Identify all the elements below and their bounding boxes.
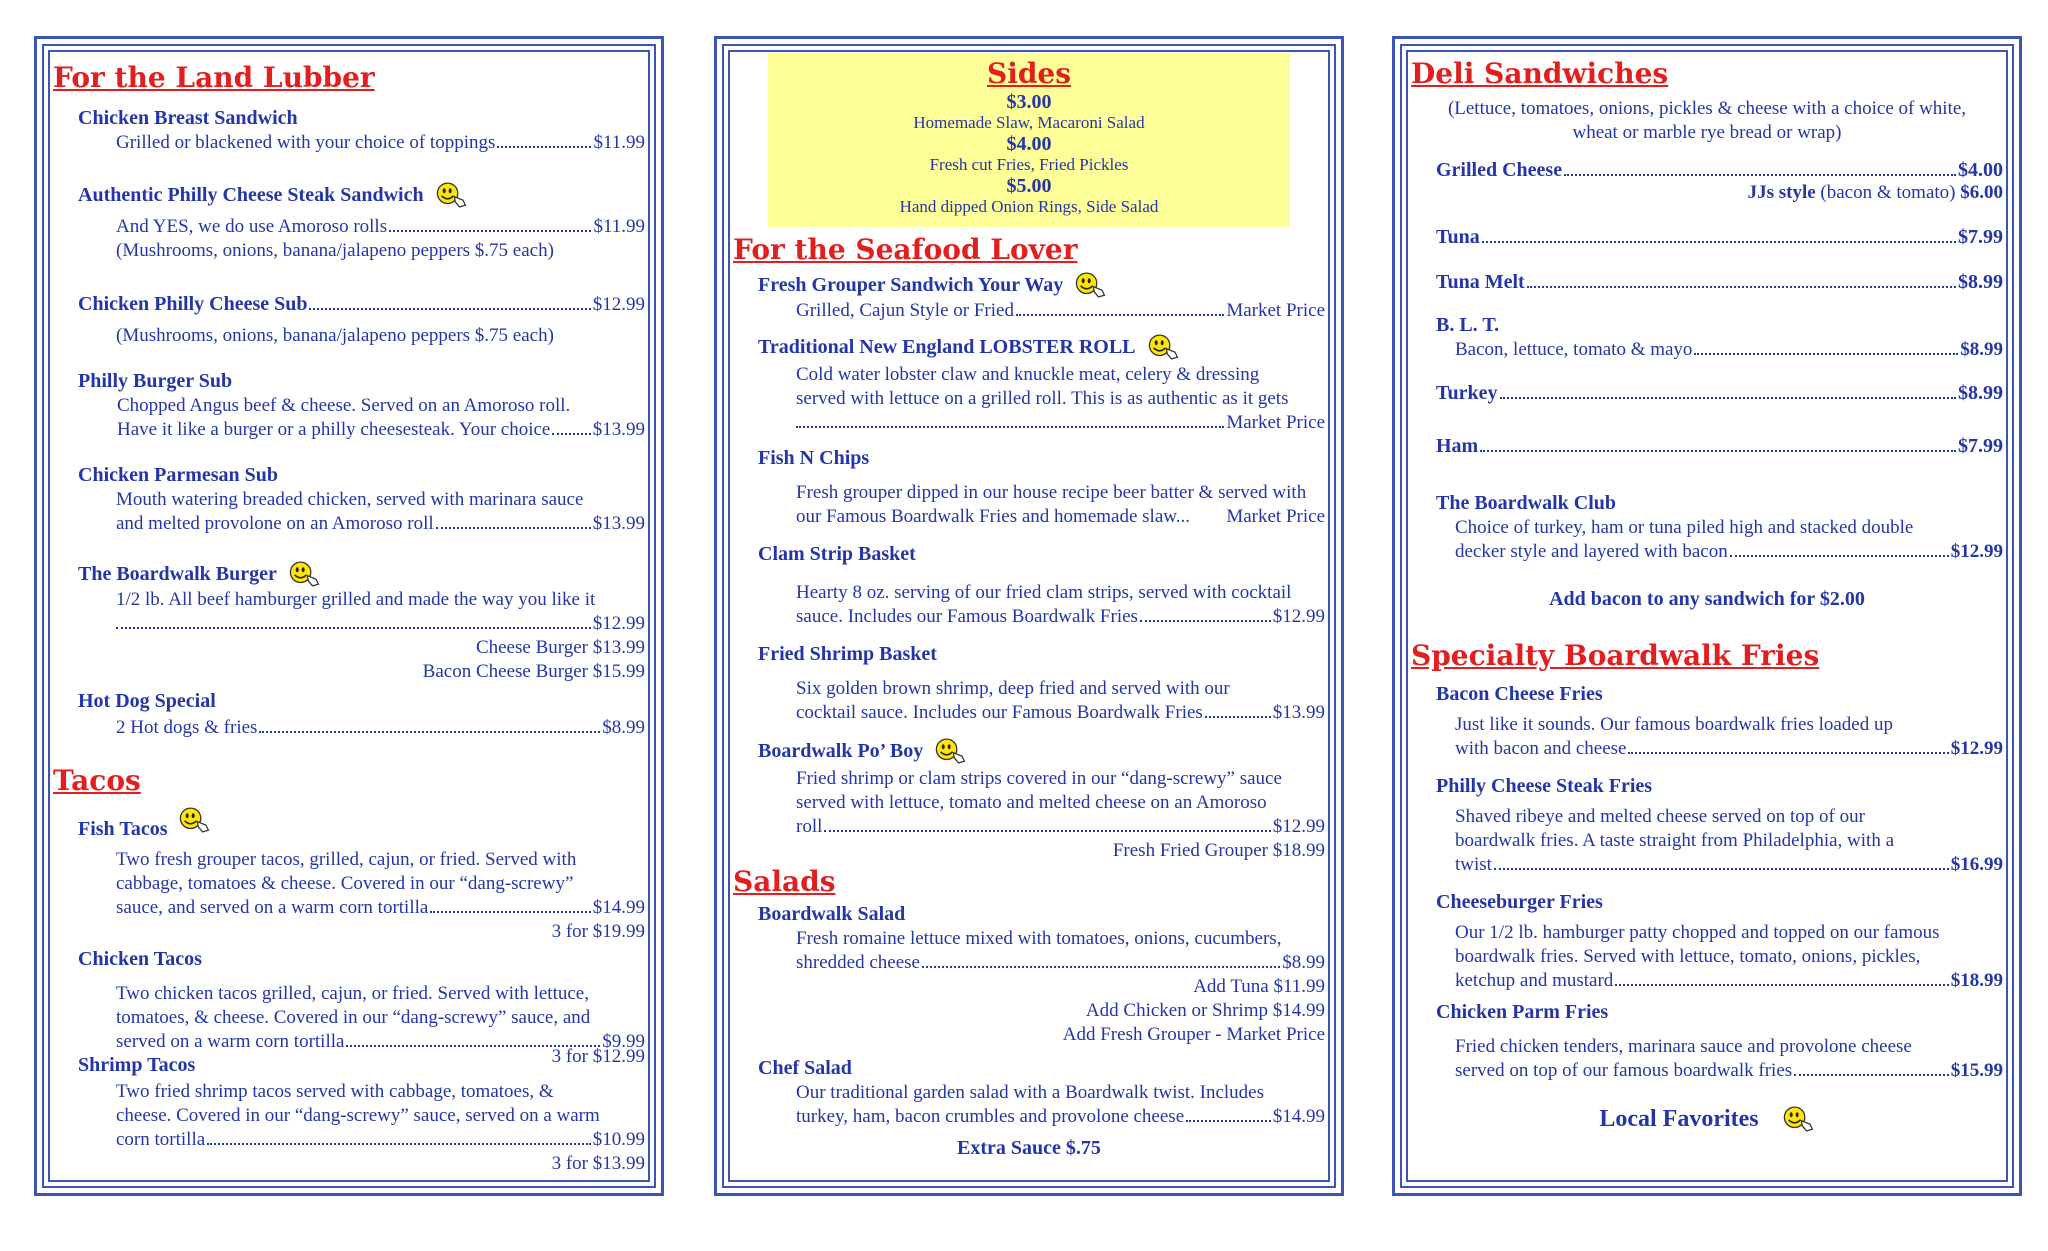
item-price: $14.99 — [1272, 1106, 1325, 1127]
item-price: $8.99 — [1282, 952, 1325, 973]
item-price: $4.00 — [1958, 159, 2003, 181]
extra-sauce-note: Extra Sauce $.75 — [957, 1137, 1101, 1159]
item-option: 3 for $19.99 — [551, 921, 645, 942]
item-desc: turkey, ham, bacon crumbles and provolone cheese — [796, 1106, 1185, 1127]
item-desc: shredded cheese — [796, 952, 920, 973]
item-price: $8.99 — [1958, 382, 2003, 404]
sides-price: $4.00 — [1006, 133, 1052, 155]
item-name: Fish Tacos — [78, 818, 168, 840]
item-name: Bacon Cheese Fries — [1436, 683, 1603, 705]
menu-item — [733, 901, 1325, 1047]
item-desc: Fresh grouper dipped in our house recipe beer batter & served with — [796, 482, 1307, 503]
smiley-icon — [434, 181, 468, 209]
menu-item — [53, 462, 645, 536]
item-name: The Boardwalk Burger — [78, 563, 277, 585]
item-name: Chicken Breast Sandwich — [78, 107, 298, 129]
item-price: $16.99 — [1950, 854, 2003, 875]
menu-item — [733, 1055, 1325, 1129]
sides-desc: Homemade Slaw, Macaroni Salad — [913, 113, 1145, 132]
item-price: $10.99 — [592, 1129, 645, 1150]
item-option: Fresh Fried Grouper $18.99 — [1112, 840, 1325, 861]
item-price: $11.99 — [593, 132, 645, 153]
item-desc: roll — [796, 816, 823, 837]
deli-note: wheat or marble rye bread or wrap) — [1572, 122, 1842, 143]
item-desc: boardwalk fries. Served with lettuce, tomato, onions, pickles, — [1455, 946, 1921, 967]
item-desc: cabbage, tomatoes & cheese. Covered in our “dang-screwy” — [116, 873, 574, 894]
item-desc: Choice of turkey, ham or tuna piled high and stacked double — [1455, 517, 1914, 538]
item-desc: 1/2 lb. All beef hamburger grilled and made the way you like it — [116, 589, 596, 610]
item-option: 3 for $13.99 — [551, 1153, 645, 1174]
item-desc: sauce, and served on a warm corn tortilla — [116, 897, 429, 918]
menu-item — [53, 181, 645, 263]
left-panel-content — [53, 53, 645, 1176]
item-desc: Just like it sounds. Our famous boardwalk fries loaded up — [1455, 714, 1893, 735]
item-price: $13.99 — [1272, 702, 1325, 723]
smiley-icon — [933, 737, 967, 765]
menu-item — [733, 541, 1325, 629]
item-desc: Fresh romaine lettuce mixed with tomatoes, onions, cucumbers, — [796, 928, 1282, 949]
local-favorites-legend — [1411, 1105, 2003, 1133]
item-desc: Cold water lobster claw and knuckle meat, celery & dressing — [796, 364, 1260, 385]
smiley-icon — [1146, 333, 1180, 361]
menu-item — [1411, 382, 2003, 405]
item-name: Authentic Philly Cheese Steak Sandwich — [78, 184, 424, 206]
sides-price: $3.00 — [1006, 91, 1052, 113]
menu-item — [53, 368, 645, 442]
item-desc: Two chicken tacos grilled, cajun, or fried. Served with lettuce, — [116, 983, 589, 1004]
item-desc: our Famous Boardwalk Fries and homemade slaw... — [796, 506, 1190, 527]
item-desc: Our 1/2 lb. hamburger patty chopped and topped on our famous — [1455, 922, 1940, 943]
item-desc: tomatoes, & cheese. Covered in our “dang-screwy” sauce, and — [116, 1007, 591, 1028]
item-desc: served on a warm corn tortilla — [116, 1031, 345, 1052]
sides-desc: Fresh cut Fries, Fried Pickles — [929, 155, 1129, 174]
menu-item — [1411, 999, 2003, 1083]
menu-item — [1411, 490, 2003, 564]
menu-item — [733, 271, 1325, 323]
menu-item — [1411, 226, 2003, 249]
item-desc: Hearty 8 oz. serving of our fried clam strips, served with cocktail — [796, 582, 1292, 603]
item-option: Add Tuna $11.99 — [1193, 976, 1325, 997]
item-name: Chef Salad — [758, 1057, 852, 1079]
menu-item — [1411, 159, 2003, 204]
item-desc: with bacon and cheese — [1455, 738, 1627, 759]
item-price: $12.99 — [1950, 738, 2003, 759]
item-desc: cheese. Covered in our “dang-screwy” sauce, served on a warm — [116, 1105, 600, 1126]
item-name: Chicken Parm Fries — [1436, 1001, 1609, 1023]
menu-panel-right — [1392, 36, 2022, 1196]
smiley-icon — [1781, 1105, 1815, 1133]
menu-item — [53, 688, 645, 740]
item-price: $12.99 — [1272, 816, 1325, 837]
item-desc: decker style and layered with bacon — [1455, 541, 1728, 562]
item-option: Add Fresh Grouper - Market Price — [1062, 1024, 1325, 1045]
item-name: Tuna Melt — [1436, 271, 1525, 293]
menu-item — [1411, 271, 2003, 294]
item-price: Market Price — [1226, 506, 1325, 527]
item-desc: twist — [1455, 854, 1492, 875]
item-desc: Fried shrimp or clam strips covered in our “dang-screwy” sauce — [796, 768, 1282, 789]
menu-item — [733, 641, 1325, 725]
menu-item — [53, 293, 645, 348]
item-name: Cheeseburger Fries — [1436, 891, 1603, 913]
menu-item — [733, 333, 1325, 435]
deli-note: (Lettuce, tomatoes, onions, pickles & cheese with a choice of white, — [1447, 98, 1967, 119]
item-desc: Two fried shrimp tacos served with cabbage, tomatoes, & — [116, 1081, 554, 1102]
menu-item — [53, 1046, 645, 1176]
sides-title: Sides — [986, 57, 1071, 90]
item-desc: Have it like a burger or a philly cheesesteak. Your choice — [117, 419, 551, 440]
fries-title: Specialty Boardwalk Fries — [1411, 639, 1820, 672]
item-desc: served on top of our famous boardwalk fries — [1455, 1060, 1793, 1081]
item-desc: Grilled or blackened with your choice of toppings — [116, 132, 496, 153]
item-desc: And YES, we do use Amoroso rolls — [116, 216, 388, 237]
item-desc: Chopped Angus beef & cheese. Served on an Amoroso roll. — [117, 395, 571, 416]
item-desc: Shaved ribeye and melted cheese served on top of our — [1455, 806, 1865, 827]
item-name: Clam Strip Basket — [758, 543, 916, 565]
right-panel-content — [1411, 53, 2003, 1133]
item-price: $12.99 — [592, 613, 645, 634]
item-option: 3 for $12.99 — [551, 1046, 645, 1067]
item-name: The Boardwalk Club — [1436, 492, 1617, 514]
item-price: $8.99 — [1960, 339, 2003, 360]
item-price: $7.99 — [1958, 226, 2003, 248]
middle-panel-content — [733, 53, 1325, 1160]
sides-desc: Hand dipped Onion Rings, Side Salad — [899, 197, 1159, 216]
item-name: Tuna — [1436, 226, 1480, 248]
item-desc: Our traditional garden salad with a Boardwalk twist. Includes — [796, 1082, 1265, 1103]
menu-panel-middle — [714, 36, 1344, 1196]
item-desc: ketchup and mustard — [1455, 970, 1614, 991]
menu-item — [1411, 889, 2003, 993]
item-option: Add Chicken or Shrimp $14.99 — [1085, 1000, 1325, 1021]
item-option: JJs style (bacon & tomato) $6.00 — [1747, 182, 2003, 203]
item-name: B. L. T. — [1436, 314, 1500, 336]
item-desc: and melted provolone on an Amoroso roll — [116, 513, 434, 534]
item-name: Fried Shrimp Basket — [758, 643, 937, 665]
item-desc: Bacon, lettuce, tomato & mayo — [1455, 339, 1693, 360]
item-price: $9.99 — [602, 1031, 645, 1052]
item-desc: Grilled, Cajun Style or Fried — [796, 300, 1014, 321]
item-desc: served with lettuce on a grilled roll. This is as authentic as it gets — [796, 388, 1289, 409]
item-price: $14.99 — [592, 897, 645, 918]
item-price: $13.99 — [592, 419, 645, 440]
item-price: $8.99 — [602, 717, 645, 738]
item-price: $8.99 — [1958, 271, 2003, 293]
item-price: Market Price — [1226, 412, 1325, 433]
item-name: Chicken Tacos — [78, 948, 202, 970]
tacos-title: Tacos — [53, 764, 141, 797]
deli-title: Deli Sandwiches — [1411, 57, 1669, 90]
local-favorites-label: Local Favorites — [1599, 1105, 1759, 1132]
smiley-icon — [287, 560, 321, 588]
menu-item — [1411, 773, 2003, 877]
menu-item — [53, 105, 645, 155]
item-name: Turkey — [1436, 382, 1498, 404]
smiley-icon — [177, 806, 211, 834]
item-price: $11.99 — [593, 216, 645, 237]
add-bacon-note: Add bacon to any sandwich for $2.00 — [1549, 588, 1865, 610]
menu-item — [53, 806, 645, 944]
item-note: (Mushrooms, onions, banana/jalapeno peppers $.75 each) — [116, 325, 554, 346]
menu-item — [1411, 312, 2003, 362]
item-name: Hot Dog Special — [78, 690, 216, 712]
item-option: Bacon Cheese Burger $15.99 — [422, 661, 645, 682]
item-price: $12.99 — [1272, 606, 1325, 627]
item-desc: sauce. Includes our Famous Boardwalk Fries — [796, 606, 1138, 627]
menu-item — [733, 445, 1325, 529]
item-desc: Six golden brown shrimp, deep fried and served with our — [796, 678, 1230, 699]
menu-item — [733, 737, 1325, 863]
item-name: Chicken Philly Cheese Sub — [78, 293, 308, 315]
item-price: $13.99 — [592, 513, 645, 534]
menu-item — [1411, 435, 2003, 458]
item-desc: cocktail sauce. Includes our Famous Boardwalk Fries — [796, 702, 1203, 723]
item-desc: corn tortilla — [116, 1129, 206, 1150]
item-option: Cheese Burger $13.99 — [475, 637, 645, 658]
item-price: $18.99 — [1950, 970, 2003, 991]
item-name: Traditional New England LOBSTER ROLL — [758, 336, 1136, 358]
item-desc: boardwalk fries. A taste straight from Philadelphia, with a — [1455, 830, 1895, 851]
menu-item — [53, 560, 645, 684]
salads-title: Salads — [733, 865, 836, 898]
item-desc: 2 Hot dogs & fries — [116, 717, 258, 738]
sides-box — [768, 53, 1290, 227]
land-lubber-title: For the Land Lubber — [53, 61, 375, 94]
item-name: Chicken Parmesan Sub — [78, 464, 279, 486]
item-name: Boardwalk Salad — [758, 903, 906, 925]
item-price: $7.99 — [1958, 435, 2003, 457]
item-note: (Mushrooms, onions, banana/jalapeno peppers $.75 each) — [116, 240, 554, 261]
item-name: Fish N Chips — [758, 447, 870, 469]
item-name: Fresh Grouper Sandwich Your Way — [758, 274, 1064, 296]
item-name: Ham — [1436, 435, 1479, 457]
item-name: Philly Cheese Steak Fries — [1436, 775, 1653, 797]
menu-item — [1411, 681, 2003, 761]
menu-panel-left — [34, 36, 664, 1196]
item-desc: Two fresh grouper tacos, grilled, cajun, or fried. Served with — [116, 849, 577, 870]
item-name: Philly Burger Sub — [78, 370, 233, 392]
item-name: Boardwalk Po’ Boy — [758, 740, 924, 762]
item-desc: Mouth watering breaded chicken, served with marinara sauce — [116, 489, 584, 510]
item-price: $12.99 — [592, 294, 645, 315]
item-name: Shrimp Tacos — [78, 1054, 196, 1076]
item-price: $15.99 — [1950, 1060, 2003, 1081]
item-desc: served with lettuce, tomato and melted cheese on an Amoroso — [796, 792, 1267, 813]
menu-item — [53, 946, 645, 1054]
seafood-title: For the Seafood Lover — [733, 233, 1078, 266]
sides-price: $5.00 — [1006, 175, 1052, 197]
smiley-icon — [1073, 271, 1107, 299]
item-price: $12.99 — [1950, 541, 2003, 562]
item-price: Market Price — [1226, 300, 1325, 321]
item-desc: Fried chicken tenders, marinara sauce and provolone cheese — [1455, 1036, 1912, 1057]
item-name: Grilled Cheese — [1436, 159, 1563, 181]
